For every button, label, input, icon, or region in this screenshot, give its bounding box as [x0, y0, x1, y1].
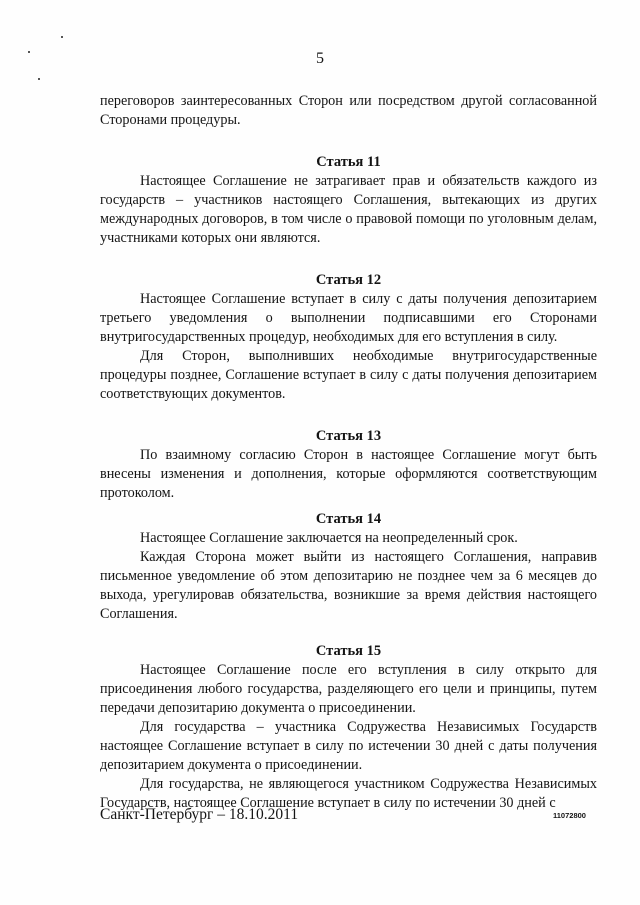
article-15-title: Статья 15 — [315, 643, 382, 659]
document-body — [100, 92, 597, 813]
article-14-paragraph-2: Каждая Сторона может выйти из настоящего Соглашения, направив письменное уведомление об этом депозитарию не позднее чем за 6 месяцев до выхода, урегулировав обязательства, возникшие за время действия настоящего Соглашения. — [100, 549, 597, 622]
article-13-title: Статья 13 — [315, 428, 382, 444]
intro-fragment: переговоров заинтересованных Сторон или посредством другой согласованной Сторонами процедуры. — [100, 93, 597, 128]
article-12-title: Статья 12 — [315, 272, 382, 288]
article-14-paragraph-1: Настоящее Соглашение заключается на неопределенный срок. — [140, 530, 518, 546]
article-13-paragraph-1: По взаимному согласию Сторон в настоящее Соглашение могут быть внесены изменения и дополнения, которые оформляются соответствующим протоколом. — [100, 447, 597, 501]
article-15-paragraph-2: Для государства – участника Содружества Независимых Государств настоящее Соглашение вступает в силу по истечении 30 дней с даты получения депозитарием документа о присоединении. — [100, 719, 597, 773]
article-14-title: Статья 14 — [315, 511, 382, 527]
article-15-paragraph-1: Настоящее Соглашение после его вступления в силу открыто для присоединения любого государства, разделяющего его цели и принципы, путем передачи депозитарию документа о присоединении. — [100, 662, 597, 716]
article-12-paragraph-1: Настоящее Соглашение вступает в силу с даты получения депозитарием третьего уведомления о выполнении подписавшими его Сторонами внутригосударственных процедур, необходимых для его вступления в силу. — [100, 291, 597, 345]
scan-speck — [38, 78, 40, 80]
scan-speck — [61, 36, 63, 38]
article-12-paragraph-2: Для Сторон, выполнивших необходимые внутригосударственные процедуры позднее, Соглашение вступает в силу с даты получения депозитарием соответствующих документов. — [100, 348, 597, 402]
article-15-paragraph-3: Для государства, не являющегося участником Содружества Независимых Государств, настоящее Соглашение вступает в силу по истечении 30 дней с — [100, 776, 597, 811]
footer-doc-code: 11072800 — [553, 811, 586, 820]
article-11-paragraph-1: Настоящее Соглашение не затрагивает прав и обязательств каждого из государств – участников настоящего Соглашения, вытекающих из других международных договоров, в том числе о правовой помощи по уголовным делам, участниками которых они являются. — [100, 173, 597, 246]
article-11-title: Статья 11 — [316, 154, 381, 170]
footer-city-date: Санкт-Петербург – 18.10.2011 — [100, 806, 299, 823]
page-number: 5 — [316, 50, 324, 67]
